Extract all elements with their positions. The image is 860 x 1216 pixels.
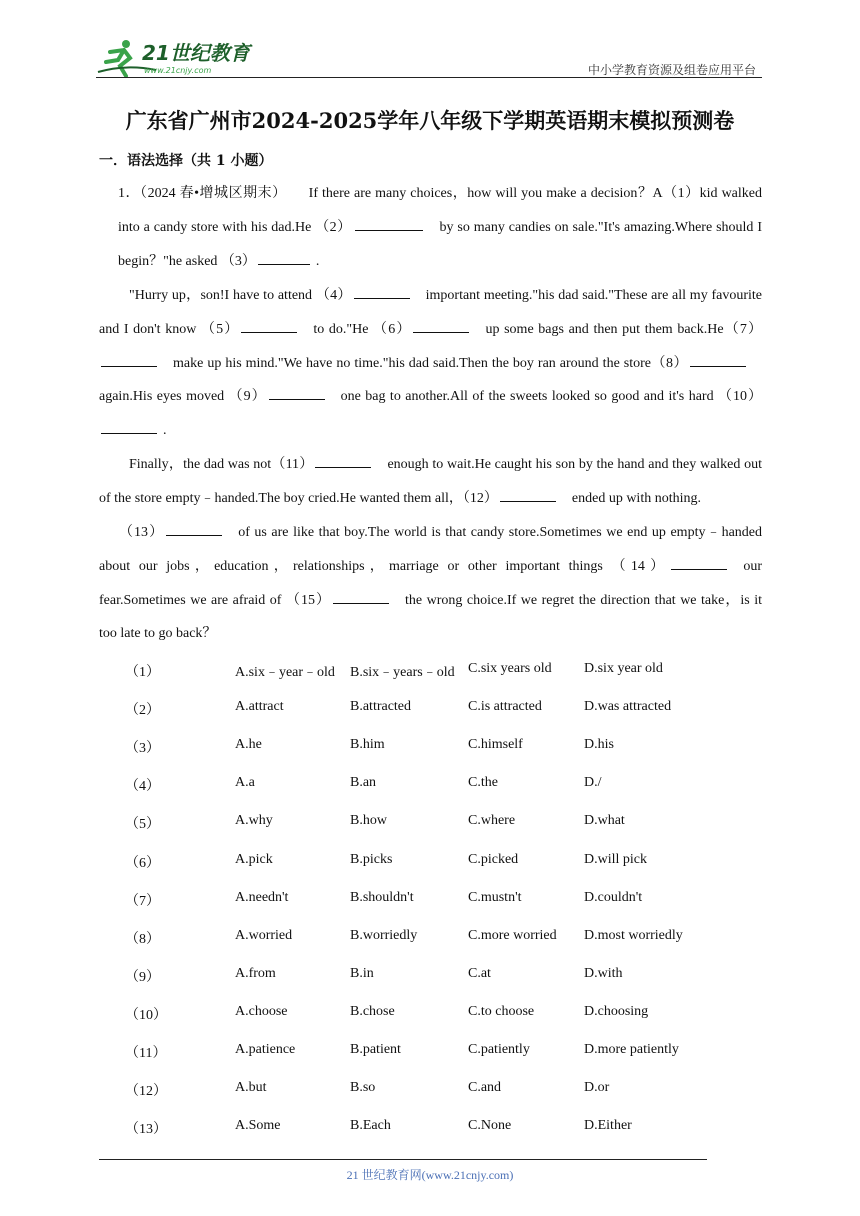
option-a[interactable]: A.worried bbox=[235, 927, 293, 943]
option-b[interactable]: B.picks bbox=[350, 851, 393, 867]
option-c[interactable]: C.the bbox=[468, 775, 498, 791]
header-divider bbox=[96, 77, 762, 78]
option-b[interactable]: B.patient bbox=[350, 1042, 401, 1057]
answer-blank-13[interactable] bbox=[166, 519, 222, 536]
option-row bbox=[0, 1004, 860, 1026]
option-row bbox=[0, 699, 860, 721]
option-d[interactable]: D.will pick bbox=[584, 851, 647, 867]
option-a[interactable]: A.needn't bbox=[235, 889, 289, 905]
option-row bbox=[0, 966, 860, 988]
option-b[interactable]: B.six﹣years﹣old bbox=[350, 665, 455, 680]
option-a[interactable]: A.why bbox=[235, 813, 273, 829]
option-c[interactable]: C.picked bbox=[468, 851, 519, 867]
option-number: （6） bbox=[125, 855, 160, 871]
option-number: （8） bbox=[125, 931, 160, 947]
answer-blank-5[interactable] bbox=[241, 316, 297, 333]
option-d[interactable]: D./ bbox=[584, 775, 602, 791]
option-c[interactable]: C.and bbox=[468, 1080, 502, 1096]
option-a[interactable]: A.he bbox=[235, 737, 262, 753]
option-row bbox=[0, 1042, 860, 1064]
option-b[interactable]: B.worriedly bbox=[350, 927, 418, 943]
answer-blank-11[interactable] bbox=[315, 451, 371, 468]
option-b[interactable]: B.chose bbox=[350, 1003, 395, 1019]
option-b[interactable]: B.in bbox=[350, 965, 374, 981]
option-d[interactable]: D.couldn't bbox=[584, 889, 643, 905]
option-number: （4） bbox=[125, 779, 160, 795]
option-row bbox=[0, 775, 860, 797]
option-row bbox=[0, 1118, 860, 1140]
option-c[interactable]: C.at bbox=[468, 965, 491, 981]
option-b[interactable]: B.an bbox=[350, 775, 377, 791]
answer-blank-6[interactable] bbox=[413, 316, 469, 333]
footer-text: 21 世纪教育网(www.21cnjy.com) bbox=[346, 1168, 514, 1182]
option-row bbox=[0, 661, 860, 683]
option-b[interactable]: B.how bbox=[350, 813, 387, 829]
site-tagline: 中小学教育资源及组卷应用平台 bbox=[587, 63, 756, 77]
option-a[interactable]: A.patience bbox=[235, 1042, 296, 1057]
option-d[interactable]: D.choosing bbox=[584, 1003, 649, 1019]
option-number: （10） bbox=[125, 1007, 167, 1023]
option-number: （7） bbox=[125, 893, 160, 909]
answer-blank-14[interactable] bbox=[671, 553, 727, 570]
answer-blank-7[interactable] bbox=[101, 350, 157, 367]
option-c[interactable]: C.himself bbox=[468, 737, 523, 753]
option-row bbox=[0, 1080, 860, 1102]
option-b[interactable]: B.him bbox=[350, 737, 385, 753]
answer-blank-9[interactable] bbox=[269, 383, 325, 400]
option-c[interactable]: C.to choose bbox=[468, 1003, 535, 1019]
option-c[interactable]: C.where bbox=[468, 813, 516, 829]
option-b[interactable]: B.so bbox=[350, 1080, 376, 1096]
option-number: （1） bbox=[125, 665, 160, 680]
option-row bbox=[0, 928, 860, 950]
option-c[interactable]: C.mustn't bbox=[468, 889, 522, 905]
option-d[interactable]: D.his bbox=[584, 737, 614, 753]
option-number: （3） bbox=[125, 741, 160, 757]
option-a[interactable]: A.from bbox=[235, 965, 276, 981]
option-a[interactable]: A.Some bbox=[235, 1118, 281, 1134]
option-d[interactable]: D.what bbox=[584, 813, 625, 829]
option-d[interactable]: D.was attracted bbox=[584, 699, 672, 715]
option-a[interactable]: A.choose bbox=[235, 1003, 288, 1019]
option-a[interactable]: A.attract bbox=[235, 699, 284, 715]
answer-blank-15[interactable] bbox=[333, 587, 389, 604]
option-number: （9） bbox=[125, 969, 160, 985]
section-heading: 一．语法选择（共 1 小题） bbox=[99, 153, 273, 169]
logo-text: 21世纪教育 bbox=[142, 41, 250, 65]
option-c[interactable]: C.more worried bbox=[468, 927, 557, 943]
option-row bbox=[0, 813, 860, 835]
passage-paragraph-2: "Hurry up，son!I have to attend （4） important meeting."his dad said."These are all my favourite and I don't know （5） to do."He （6） up some bags and then put them back.He（7）make up his mind."We have no time."his dad said.Then the boy ran around the store（8）again.His eyes moved （9） one bag to another.All of the sweets looked so good and it's hard （10）. bbox=[99, 279, 762, 448]
answer-blank-4[interactable] bbox=[354, 282, 410, 299]
option-number: （11） bbox=[125, 1046, 167, 1061]
option-d[interactable]: D.six year old bbox=[584, 661, 663, 676]
option-b[interactable]: B.attracted bbox=[350, 699, 412, 715]
footer-divider bbox=[99, 1159, 707, 1160]
option-a[interactable]: A.pick bbox=[235, 851, 273, 867]
option-d[interactable]: D.most worriedly bbox=[584, 927, 683, 943]
logo-url: www.21cnjy.com bbox=[144, 66, 212, 75]
question-number: 1． bbox=[118, 186, 141, 201]
passage-paragraph-3: Finally，the dad was not（11） enough to wait.He caught his son by the hand and they walked out of the store empty﹣handed.The boy cried.He wanted them all，（12） ended up with nothing. bbox=[99, 448, 762, 516]
option-a[interactable]: A.a bbox=[235, 775, 255, 791]
option-number: （13） bbox=[125, 1122, 167, 1138]
option-c[interactable]: C.six years old bbox=[468, 661, 552, 676]
option-row bbox=[0, 852, 860, 874]
option-c[interactable]: C.is attracted bbox=[468, 699, 542, 715]
option-d[interactable]: D.with bbox=[584, 965, 623, 981]
option-row bbox=[0, 737, 860, 759]
option-number: （2） bbox=[125, 703, 160, 719]
option-row bbox=[0, 890, 860, 912]
site-logo bbox=[96, 36, 266, 80]
answer-blank-3[interactable] bbox=[258, 248, 310, 265]
option-a[interactable]: A.six﹣year﹣old bbox=[235, 665, 335, 680]
answer-blank-12[interactable] bbox=[500, 485, 556, 502]
page-title: 广东省广州市2024-2025学年八年级下学期英语期末模拟预测卷 bbox=[125, 108, 735, 133]
question-source: （2024 春•增城区期末） bbox=[140, 186, 287, 201]
passage-paragraph-4: （13） of us are like that boy.The world is that candy store.Sometimes we end up empty﹣handed about our jobs，education，relationships，marriage or other important things （14） our fear.Sometimes we are afraid of （15） the wrong choice.If we regret the direction that we take，is it too late to go back？ bbox=[99, 516, 762, 651]
option-a[interactable]: A.but bbox=[235, 1080, 267, 1096]
option-c[interactable]: C.patiently bbox=[468, 1042, 530, 1057]
option-b[interactable]: B.shouldn't bbox=[350, 889, 414, 905]
option-number: （12） bbox=[125, 1084, 167, 1100]
option-number: （5） bbox=[125, 817, 160, 833]
option-d[interactable]: D.Either bbox=[584, 1118, 632, 1134]
option-d[interactable]: D.more patiently bbox=[584, 1042, 679, 1057]
option-d[interactable]: D.or bbox=[584, 1080, 610, 1096]
option-c[interactable]: C.None bbox=[468, 1118, 512, 1134]
option-b[interactable]: B.Each bbox=[350, 1118, 391, 1134]
answer-blank-8[interactable] bbox=[690, 350, 746, 367]
answer-blank-10[interactable] bbox=[101, 417, 157, 434]
answer-blank-2[interactable] bbox=[355, 214, 423, 231]
passage-paragraph-1: 1．（2024 春•增城区期末） If there are many choices，how will you make a decision？A（1）kid walked into a candy store with his dad.He （2） by so many candies on sale."It's amazing.Where should I begin？"he asked （3） . bbox=[118, 186, 763, 269]
